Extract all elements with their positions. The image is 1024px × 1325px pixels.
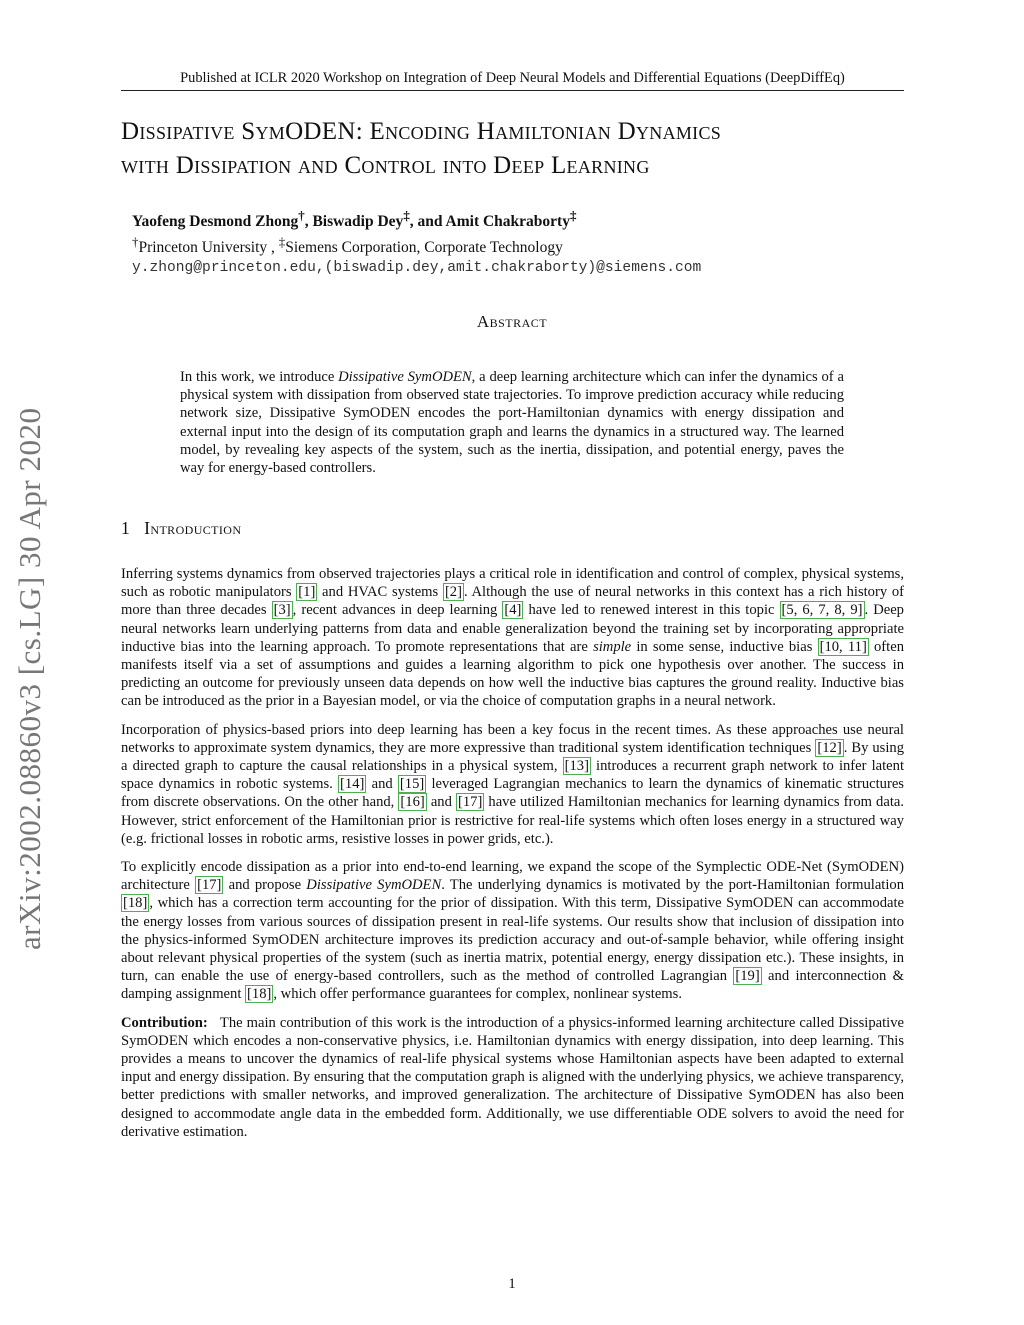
emphasis: simple: [593, 638, 632, 655]
abstract-text: [180, 368, 844, 477]
paragraph-1: [121, 565, 904, 711]
author-sep-2: , and: [409, 213, 446, 231]
emphasis: Dissipative SymODEN: [306, 877, 442, 894]
author-sep-1: ,: [304, 213, 313, 231]
citation-link[interactable]: [5, 6, 7, 8, 9]: [781, 602, 863, 619]
citation-link[interactable]: [18]: [247, 986, 272, 1003]
paragraph-contribution: [121, 1014, 904, 1141]
text-run: . Although the use of neural networks in this context has a rich history of more than three decades: [121, 584, 904, 619]
author-emails: y.zhong@princeton.edu,(biswadip.dey,amit.chakraborty)@siemens.com: [132, 260, 702, 277]
citation-link[interactable]: [17]: [457, 794, 483, 811]
author-1-mark: †: [298, 208, 305, 223]
text-run: . Deep neural networks learn underlying patterns from data and enable generalization beyond the training set by incorporating appropriate inductive bias into the learning approach. To promote representations that are: [121, 602, 904, 655]
citation-link[interactable]: [12]: [817, 739, 842, 756]
title-line-1: Dissipative SymODEN: Encoding Hamiltonian Dynamics: [121, 118, 722, 145]
venue-header: Published at ICLR 2020 Workshop on Integration of Deep Neural Models and Differential Equations (DeepDiffEq): [121, 70, 904, 91]
body-text: [121, 565, 904, 1151]
text-run: and interconnection & damping assignment: [121, 968, 904, 1003]
citation-link[interactable]: [3]: [273, 602, 291, 619]
contribution-text: The main contribution of this work is the introduction of a physics-informed learning architecture called Dissipative SymODEN which encodes a non-conservative physics, i.e. Hamiltonian dynamics with energy dissipation, into deep learning. This provides a means to uncover the dynamics of real-life physical systems whose Hamiltonian aspects have been adapted to external input and energy dissipation. By ensuring that the computation graph is aligned with the underlying physics, we achieve transparency, better predictions with smaller networks, and improved generalization. The architecture of Dissipative SymODEN has also been designed to accommodate angle data in the embedded form. Additionally, we use differentiable ODE solvers to avoid the need for derivative estimation.: [121, 1014, 904, 1140]
citation-link[interactable]: [18]: [123, 895, 148, 912]
text-run: have utilized Hamiltonian mechanics for learning dynamics from data. However, strict enforcement of the Hamiltonian prior is restrictive for real-life systems which often loses energy in a structured way (e.g. frictional losses in robotic arms, resistive losses in power grids, etc.).: [121, 794, 904, 847]
citation-link[interactable]: [13]: [564, 758, 589, 775]
text-run: Inferring systems dynamics from observed trajectories plays a critical role in identification and control of complex, physical systems, such as robotic manipulators: [121, 566, 904, 601]
text-run: and: [366, 776, 398, 793]
citation-link[interactable]: [1]: [298, 584, 316, 601]
affiliation-1: Princeton University ,: [138, 239, 279, 257]
text-run: Incorporation of physics-based priors into deep learning has been a key focus in the recent times. As these approaches use neural networks to approximate system dynamics, they are more expressive than traditional system identification techniques: [121, 721, 904, 756]
abstract-heading: Abstract: [476, 312, 548, 331]
citation-link[interactable]: [4]: [504, 602, 522, 619]
paper-title: [121, 115, 911, 183]
contribution-label: Contribution:: [121, 1014, 208, 1031]
text-run: , which offer performance guarantees for complex, nonlinear systems.: [273, 986, 682, 1003]
abstract-text-part: In this work, we introduce: [180, 369, 339, 385]
text-run: and: [426, 794, 456, 811]
citation-link[interactable]: [14]: [340, 776, 365, 793]
text-run: and propose: [223, 877, 307, 894]
text-run: leveraged Lagrangian mechanics to learn the dynamics of kinematic structures from discrete observations. On the other hand,: [121, 776, 904, 811]
author-2-mark: ‡: [403, 208, 410, 223]
section-number: 1: [121, 518, 131, 538]
citation-link[interactable]: [16]: [400, 794, 425, 811]
author-3-mark: ‡: [569, 208, 577, 223]
text-run: , recent advances in deep learning: [292, 602, 503, 619]
author-2: Biswadip Dey: [312, 213, 404, 231]
affiliation-2-mark: ‡: [278, 234, 286, 250]
text-run: and HVAC systems: [317, 584, 443, 601]
text-run: have led to renewed interest in this topic: [523, 602, 780, 619]
citation-link[interactable]: [19]: [735, 968, 760, 985]
page-number: 1: [508, 1276, 516, 1292]
text-run: To explicitly encode dissipation as a prior into end-to-end learning, we expand the scope of the Symplectic ODE-Net (SymODEN) architecture: [121, 859, 904, 894]
affiliations: [132, 232, 892, 258]
paragraph-3: [121, 858, 904, 1004]
author-names: [132, 206, 892, 232]
text-run: often manifests itself via a set of assumptions and guides a learning algorithm to pick one hypothesis over another. The success in predicting an outcome for previously unseen data depends on how well the inductive bias captures the ground reality. Inductive bias can be introduced as the prior in a Bayesian model, or via the choice of computation graphs in a neural network.: [121, 638, 904, 710]
text-run: introduces a recurrent graph network to infer latent space dynamics in robotic systems.: [121, 758, 905, 793]
author-block: [132, 206, 892, 278]
title-line-2: with Dissipation and Control into Deep Learning: [121, 152, 650, 179]
citation-link[interactable]: [10, 11]: [819, 638, 867, 655]
author-1: Yaofeng Desmond Zhong: [132, 213, 299, 231]
text-run: , which has a correction term accounting for the prior of dissipation. With this term, Dissipative SymODEN can accommodate the energy losses from various sources of dissipation present in real-life systems. Our results show that inclusion of dissipation into the physics-informed SymODEN architecture improves its prediction accuracy and out-of-sample behavior, while offering insight about relevant physical properties of the system (such as inertia matrix, potential energy, energy dissipation etc.). These insights, in turn, can enable the use of energy-based controllers, such as the method of controlled Lagrangian: [121, 895, 904, 985]
text-run: in some sense, inductive bias: [631, 638, 818, 655]
section-heading-introduction: [121, 518, 241, 539]
abstract-emphasis: Dissipative SymODEN: [338, 369, 472, 385]
section-title: Introduction: [144, 518, 242, 538]
affiliation-1-mark: †: [132, 234, 139, 250]
abstract-text-part: , a deep learning architecture which can infer the dynamics of a physical system with dissipation from observed state trajectories. To improve prediction accuracy while reducing network size, Dissipative SymODEN encodes the port-Hamiltonian dynamics with energy dissipation and external input into the design of its computation graph and learns the dynamics in a structured way. The learned model, by revealing key aspects of the system, such as the inertia, dissipation, and potential energy, paves the way for energy-based controllers.: [180, 369, 844, 477]
paragraph-2: [121, 721, 904, 848]
citation-link[interactable]: [2]: [444, 584, 462, 601]
arxiv-identifier: arXiv:2002.08860v3 [cs.LG] 30 Apr 2020: [12, 407, 47, 950]
citation-link[interactable]: [15]: [399, 776, 425, 793]
affiliation-2: Siemens Corporation, Corporate Technology: [285, 239, 563, 257]
text-run: . By using a directed graph to capture the causal relationships in a physical system,: [121, 739, 904, 775]
author-3: Amit Chakraborty: [445, 213, 570, 231]
citation-link[interactable]: [17]: [197, 877, 222, 894]
text-run: . The underlying dynamics is motivated by the port-Hamiltonian formulation: [441, 877, 905, 894]
